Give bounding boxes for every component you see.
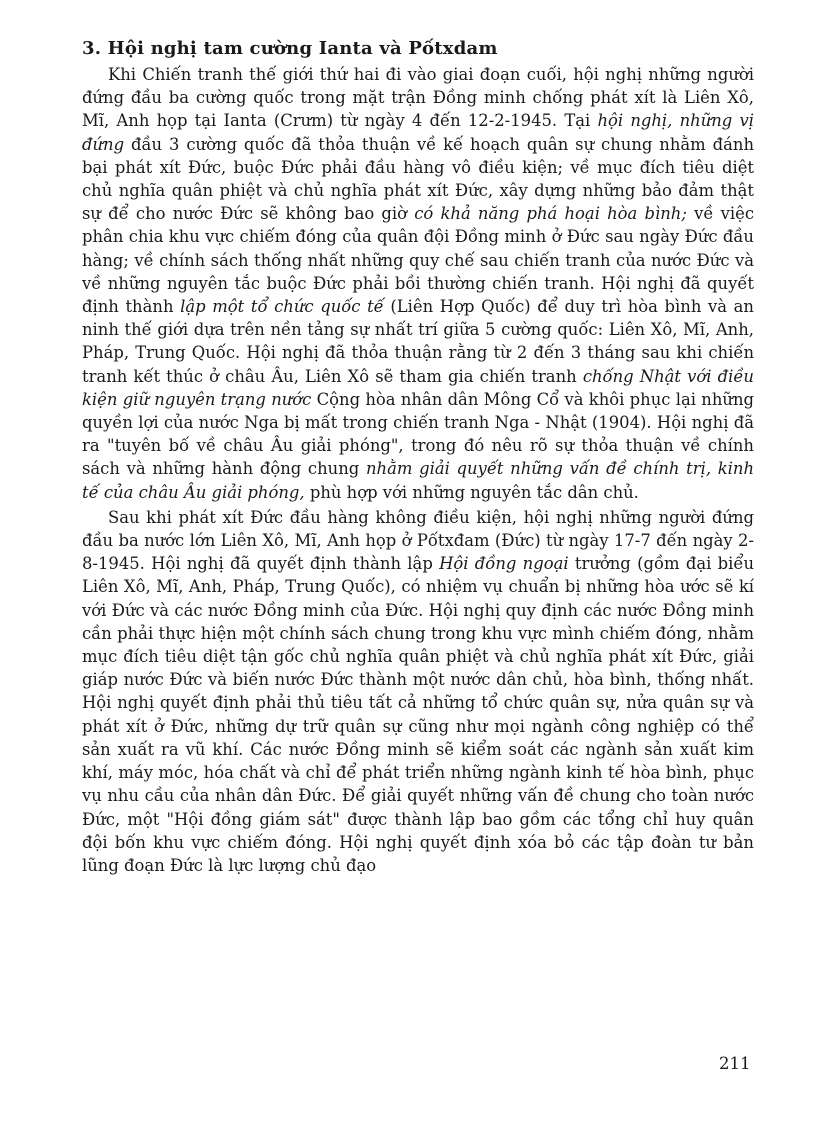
page-number: 211 xyxy=(719,1054,751,1073)
section-heading: 3. Hội nghị tam cường Ianta và Pốtxdam xyxy=(82,38,498,59)
text-segment: trưởng (gồm đại biểu Liên Xô, Mĩ, Anh, Pháp, Trung Quốc), có nhiệm vụ chuẩn bị những hòa ước sẽ kí với Đức và các nước Đồng minh của Đức. Hội nghị quy định các nước Đồng minh cần phải thực hiện một chính sách chung trong khu vực mình chiếm đóng, nhằm mục đích tiêu diệt tận gốc chủ nghĩa quân phiệt và chủ nghĩa phát xít Đức, giải giáp nước Đức và biến nước Đức thành một nước dân chủ, hòa bình, thống nhất. Hội nghị quyết định phải thủ tiêu tất cả những tổ chức quân sự, nửa quân sự và phát xít ở Đức, những dự trữ quân sự cũng như mọi ngành công nghiệp có thể sản xuất ra vũ khí. Các nước Đồng minh sẽ kiểm soát các ngành sản xuất kim khí, máy móc, hóa chất và chỉ để phát triển những ngành kinh tế hòa bình, phục vụ nhu cầu của nhân dân Đức. Để giải quyết những vấn đề chung cho toàn nước Đức, một "Hội đồng giám sát" được thành lập bao gồm các tổng chỉ huy quân đội bốn khu vực chiếm đóng. Hội nghị quyết định xóa bỏ các tập đoàn tư bản lũng đoạn Đức là lực lượng chủ đạo xyxy=(82,554,755,875)
text-segment-italic: lập một tổ chức quốc tế xyxy=(180,297,384,317)
text-segment-italic: chống Nhật với điều kiện giữ nguyên trạng nước xyxy=(82,366,754,409)
text-segment: về việc phân chia khu vực chiếm đóng của quân đội Đồng minh ở Đức sau ngày Đức đầu hàng; về chính sách thống nhất những quy chế sau chiến tranh của nước Đức và về những nguyên tắc buộc Đức phải bồi thường chiến tranh. Hội nghị đã quyết định thành xyxy=(82,204,754,317)
text-segment: Khi Chiến tranh thế giới thứ hai đi vào giai đoạn cuối, hội nghị những người đứng đầu ba cường quốc trong mặt trận Đồng minh chống phát xít là Liên Xô, Mĩ, Anh họp tại Ianta (Crưm) từ ngày 4 đến 12-2-1945. Tại xyxy=(82,65,754,131)
text-segment: Sau khi phát xít Đức đầu hàng không điều kiện, hội nghị những người đứng đầu ba nước lớn Liên Xô, Mĩ, Anh họp ở Pốtxđam (Đức) từ ngày 17-7 đến ngày 2-8-1945. Hội nghị đã quyết định thành lập xyxy=(82,507,754,574)
document-page xyxy=(82,38,754,877)
paragraph-potsdam xyxy=(82,506,754,877)
text-segment: đầu 3 cường quốc đã thỏa thuận về kế hoạch quân sự chung nhằm đánh bại phát xít Đức, buộc Đức phải đầu hàng vô điều kiện; về mục đích tiêu diệt chủ nghĩa quân phiệt và chủ nghĩa phát xít Đức, xây dựng những bảo đảm thật sự để cho nước Đức sẽ không bao giờ xyxy=(82,134,754,224)
text-segment-italic: hội nghị, những vị đứng xyxy=(82,111,754,154)
text-segment: Cộng hòa nhân dân Mông Cổ và khôi phục lại những quyền lợi của nước Nga bị mất trong chiến tranh Nga - Nhật (1904). Hội nghị đã ra "tuyên bố về châu Âu giải phóng", trong đó nêu rõ sự thỏa thuận về chính sách và những hành động chung xyxy=(82,389,754,479)
text-segment-italic: Hội đồng ngoại xyxy=(439,554,569,574)
text-segment: (Liên Hợp Quốc) để duy trì hòa bình và an ninh thế giới dựa trên nền tảng sự nhất trí giữa 5 cường quốc: Liên Xô, Mĩ, Anh, Pháp, Trung Quốc. Hội nghị đã thỏa thuận rằng từ 2 đến 3 tháng sau khi chiến tranh kết thúc ở châu Âu, Liên Xô sẽ tham gia chiến tranh xyxy=(82,297,754,386)
text-segment-italic: có khả năng phá hoại hòa bình; xyxy=(414,204,687,224)
paragraph-ianta xyxy=(82,63,754,504)
text-segment: phù hợp với những nguyên tắc dân chủ. xyxy=(304,482,639,502)
text-segment-italic: nhằm giải quyết những vấn đề chính trị, kinh tế của châu Âu giải phóng, xyxy=(82,459,754,502)
